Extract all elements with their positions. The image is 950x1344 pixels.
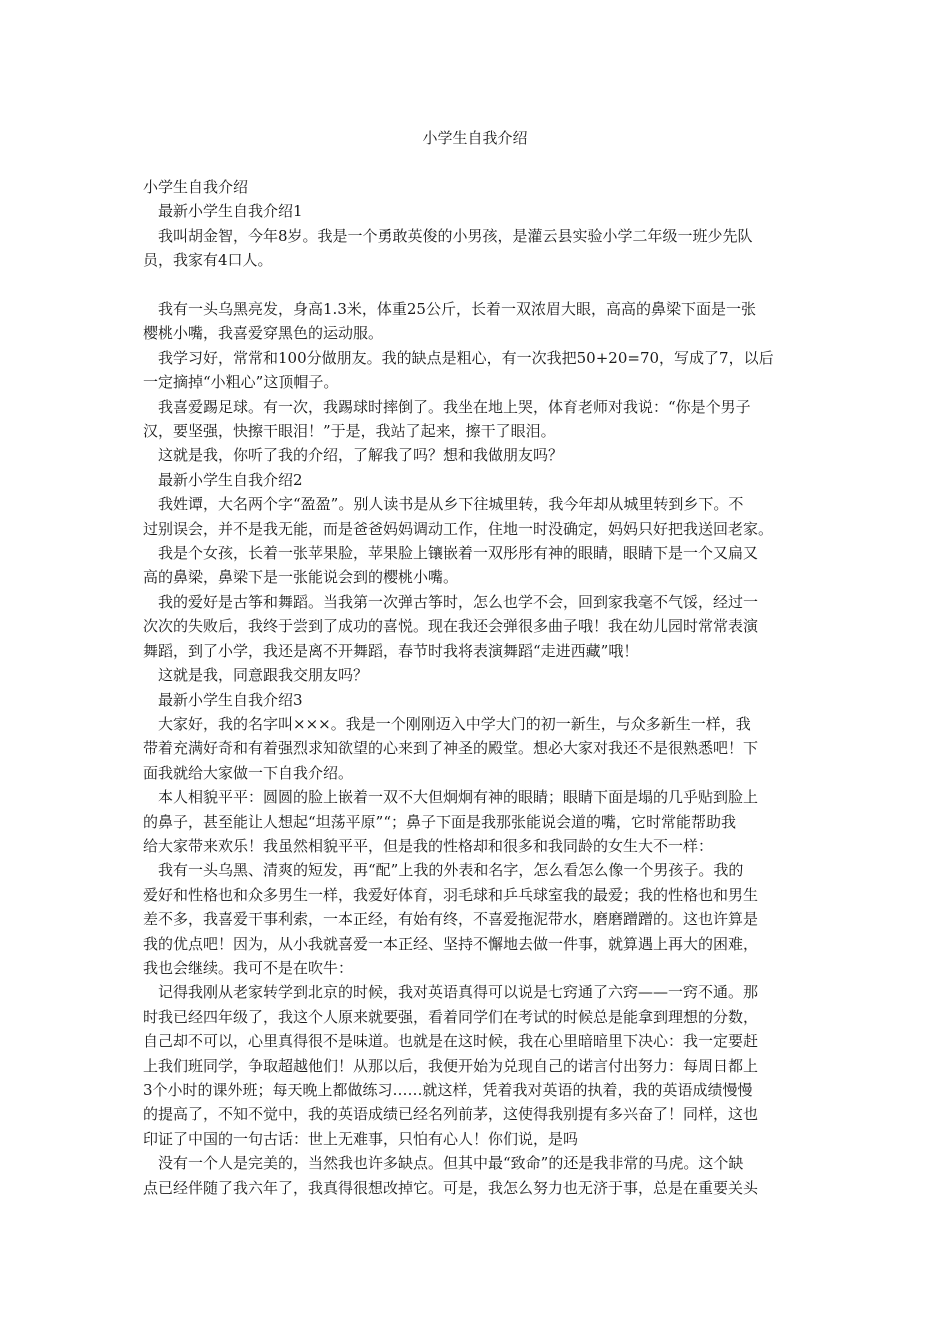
text-line: 本人相貌平平：圆圆的脸上嵌着一双不大但炯炯有神的眼睛；眼睛下面是塌的几乎贴到脸上	[158, 788, 759, 807]
text-line: 自己却不可以，心里真得很不是味道。也就是在这时候，我在心里暗暗里下决心：我一定要赶	[143, 1032, 759, 1051]
text-line: 舞蹈，到了小学，我还是离不开舞蹈，春节时我将表演舞蹈“走进西藏”哦！	[143, 641, 639, 660]
text-line: 樱桃小嘴，我喜爱穿黑色的运动服。	[143, 324, 384, 343]
text-line: 最新小学生自我介绍3	[158, 690, 303, 709]
text-line: 的提高了，不知不觉中，我的英语成绩已经名列前茅，这使得我别提有多兴奋了！同样，这也	[143, 1105, 759, 1124]
text-line: 的鼻子，甚至能让人想起“坦荡平原”“；鼻子下面是我那张能说会道的嘴，它时常能帮助我	[143, 812, 737, 831]
text-line: 我的优点吧！因为，从小我就喜爱一本正经、坚持不懈地去做一件事，就算遇上再大的困难，	[143, 934, 759, 953]
text-line: 上我们班同学，争取超越他们！从那以后，我便开始为兑现自己的诺言付出努力：每周日都上	[143, 1056, 759, 1075]
text-line: 面我就给大家做一下自我介绍。	[143, 763, 354, 782]
text-line: 汉，要坚强，快擦干眼泪！”于是，我站了起来，擦干了眼泪。	[143, 422, 556, 441]
text-line: 最新小学生自我介绍1	[158, 202, 303, 221]
text-line: 员，我家有4口人。	[143, 251, 273, 270]
blank-line	[143, 273, 811, 297]
text-line: 这就是我，你听了我的介绍，了解我了吗？想和我做朋友吗？	[158, 446, 564, 465]
text-line: 一定摘掉“小粗心”这顶帽子。	[143, 373, 339, 392]
text-line: 我的爱好是古筝和舞蹈。当我第一次弹古筝时，怎么也学不会，回到家我毫不气馁，经过一	[158, 592, 759, 611]
text-line: 小学生自我介绍	[143, 178, 249, 196]
text-line: 高的鼻梁，鼻梁下是一张能说会到的樱桃小嘴。	[143, 568, 459, 587]
text-line: 这就是我，同意跟我交朋友吗？	[158, 666, 369, 685]
text-line: 我学习好，常常和100分做朋友。我的缺点是粗心，有一次我把50+20=70，写成了7，以后	[158, 348, 774, 367]
text-line: 点已经伴随了我六年了，我真得很想改掉它。可是，我怎么努力也无济于事，总是在重要关头	[143, 1178, 759, 1197]
text-line: 差不多，我喜爱干事利索，一本正经，有始有终，不喜爱拖泥带水，磨磨蹭蹭的。这也许算是	[143, 910, 759, 929]
text-line: 我有一头乌黑亮发，身高1.3米，体重25公斤，长着一双浓眉大眼，高高的鼻梁下面是一张	[158, 300, 756, 319]
text-line: 大家好，我的名字叫×××。我是一个刚刚迈入中学大门的初一新生，与众多新生一样，我	[158, 714, 751, 733]
document-body	[143, 175, 811, 1200]
text-line: 3个小时的课外班；每天晚上都做练习……就这样，凭着我对英语的执着，我的英语成绩慢慢	[143, 1081, 753, 1100]
text-line: 记得我刚从老家转学到北京的时候，我对英语真得可以说是七窍通了六窍——一窍不通。那	[158, 983, 759, 1002]
document-title: 小学生自我介绍	[422, 129, 528, 147]
text-line: 给大家带来欢乐！我虽然相貌平平，但是我的性格却和很多和我同龄的女生大不一样：	[143, 836, 714, 855]
text-line: 爱好和性格也和众多男生一样，我爱好体育，羽毛球和乒乓球室我的最爱；我的性格也和男生	[143, 885, 759, 904]
text-line: 我叫胡金智，今年8岁。我是一个勇敢英俊的小男孩，是灌云县实验小学二年级一班少先队	[158, 226, 753, 245]
text-line: 我姓谭，大名两个字“盈盈”。别人读书是从乡下往城里转，我今年却从城里转到乡下。不	[158, 495, 744, 514]
text-line: 最新小学生自我介绍2	[158, 470, 303, 489]
text-line: 没有一个人是完美的，当然我也许多缺点。但其中最“致命”的还是我非常的马虎。这个缺	[158, 1154, 744, 1173]
text-line: 时我已经四年级了，我这个人原来就要强，看着同学们在考试的时候总是能拿到理想的分数，	[143, 1007, 759, 1026]
text-line: 过别误会，并不是我无能，而是爸爸妈妈调动工作，住地一时没确定，妈妈只好把我送回老家。	[143, 519, 774, 538]
text-line: 次次的失败后，我终于尝到了成功的喜悦。现在我还会弹很多曲子哦！我在幼儿园时常常表演	[143, 617, 759, 636]
text-line: 我是个女孩，长着一张苹果脸，苹果脸上镶嵌着一双彤彤有神的眼睛，眼睛下是一个又扁又	[158, 544, 759, 563]
text-line: 我喜爱踢足球。有一次，我踢球时摔倒了。我坐在地上哭，体育老师对我说：“你是个男子	[158, 397, 751, 416]
text-line: 我有一头乌黑、清爽的短发，再“配”上我的外表和名字，怎么看怎么像一个男孩子。我的	[158, 861, 744, 880]
text-line: 带着充满好奇和有着强烈求知欲望的心来到了神圣的殿堂。想必大家对我还不是很熟悉吧！下	[143, 739, 759, 758]
text-line: 印证了中国的一句古话：世上无难事，只怕有心人！你们说，是吗	[143, 1129, 579, 1148]
text-line: 我也会继续。我可不是在吹牛：	[143, 958, 354, 977]
